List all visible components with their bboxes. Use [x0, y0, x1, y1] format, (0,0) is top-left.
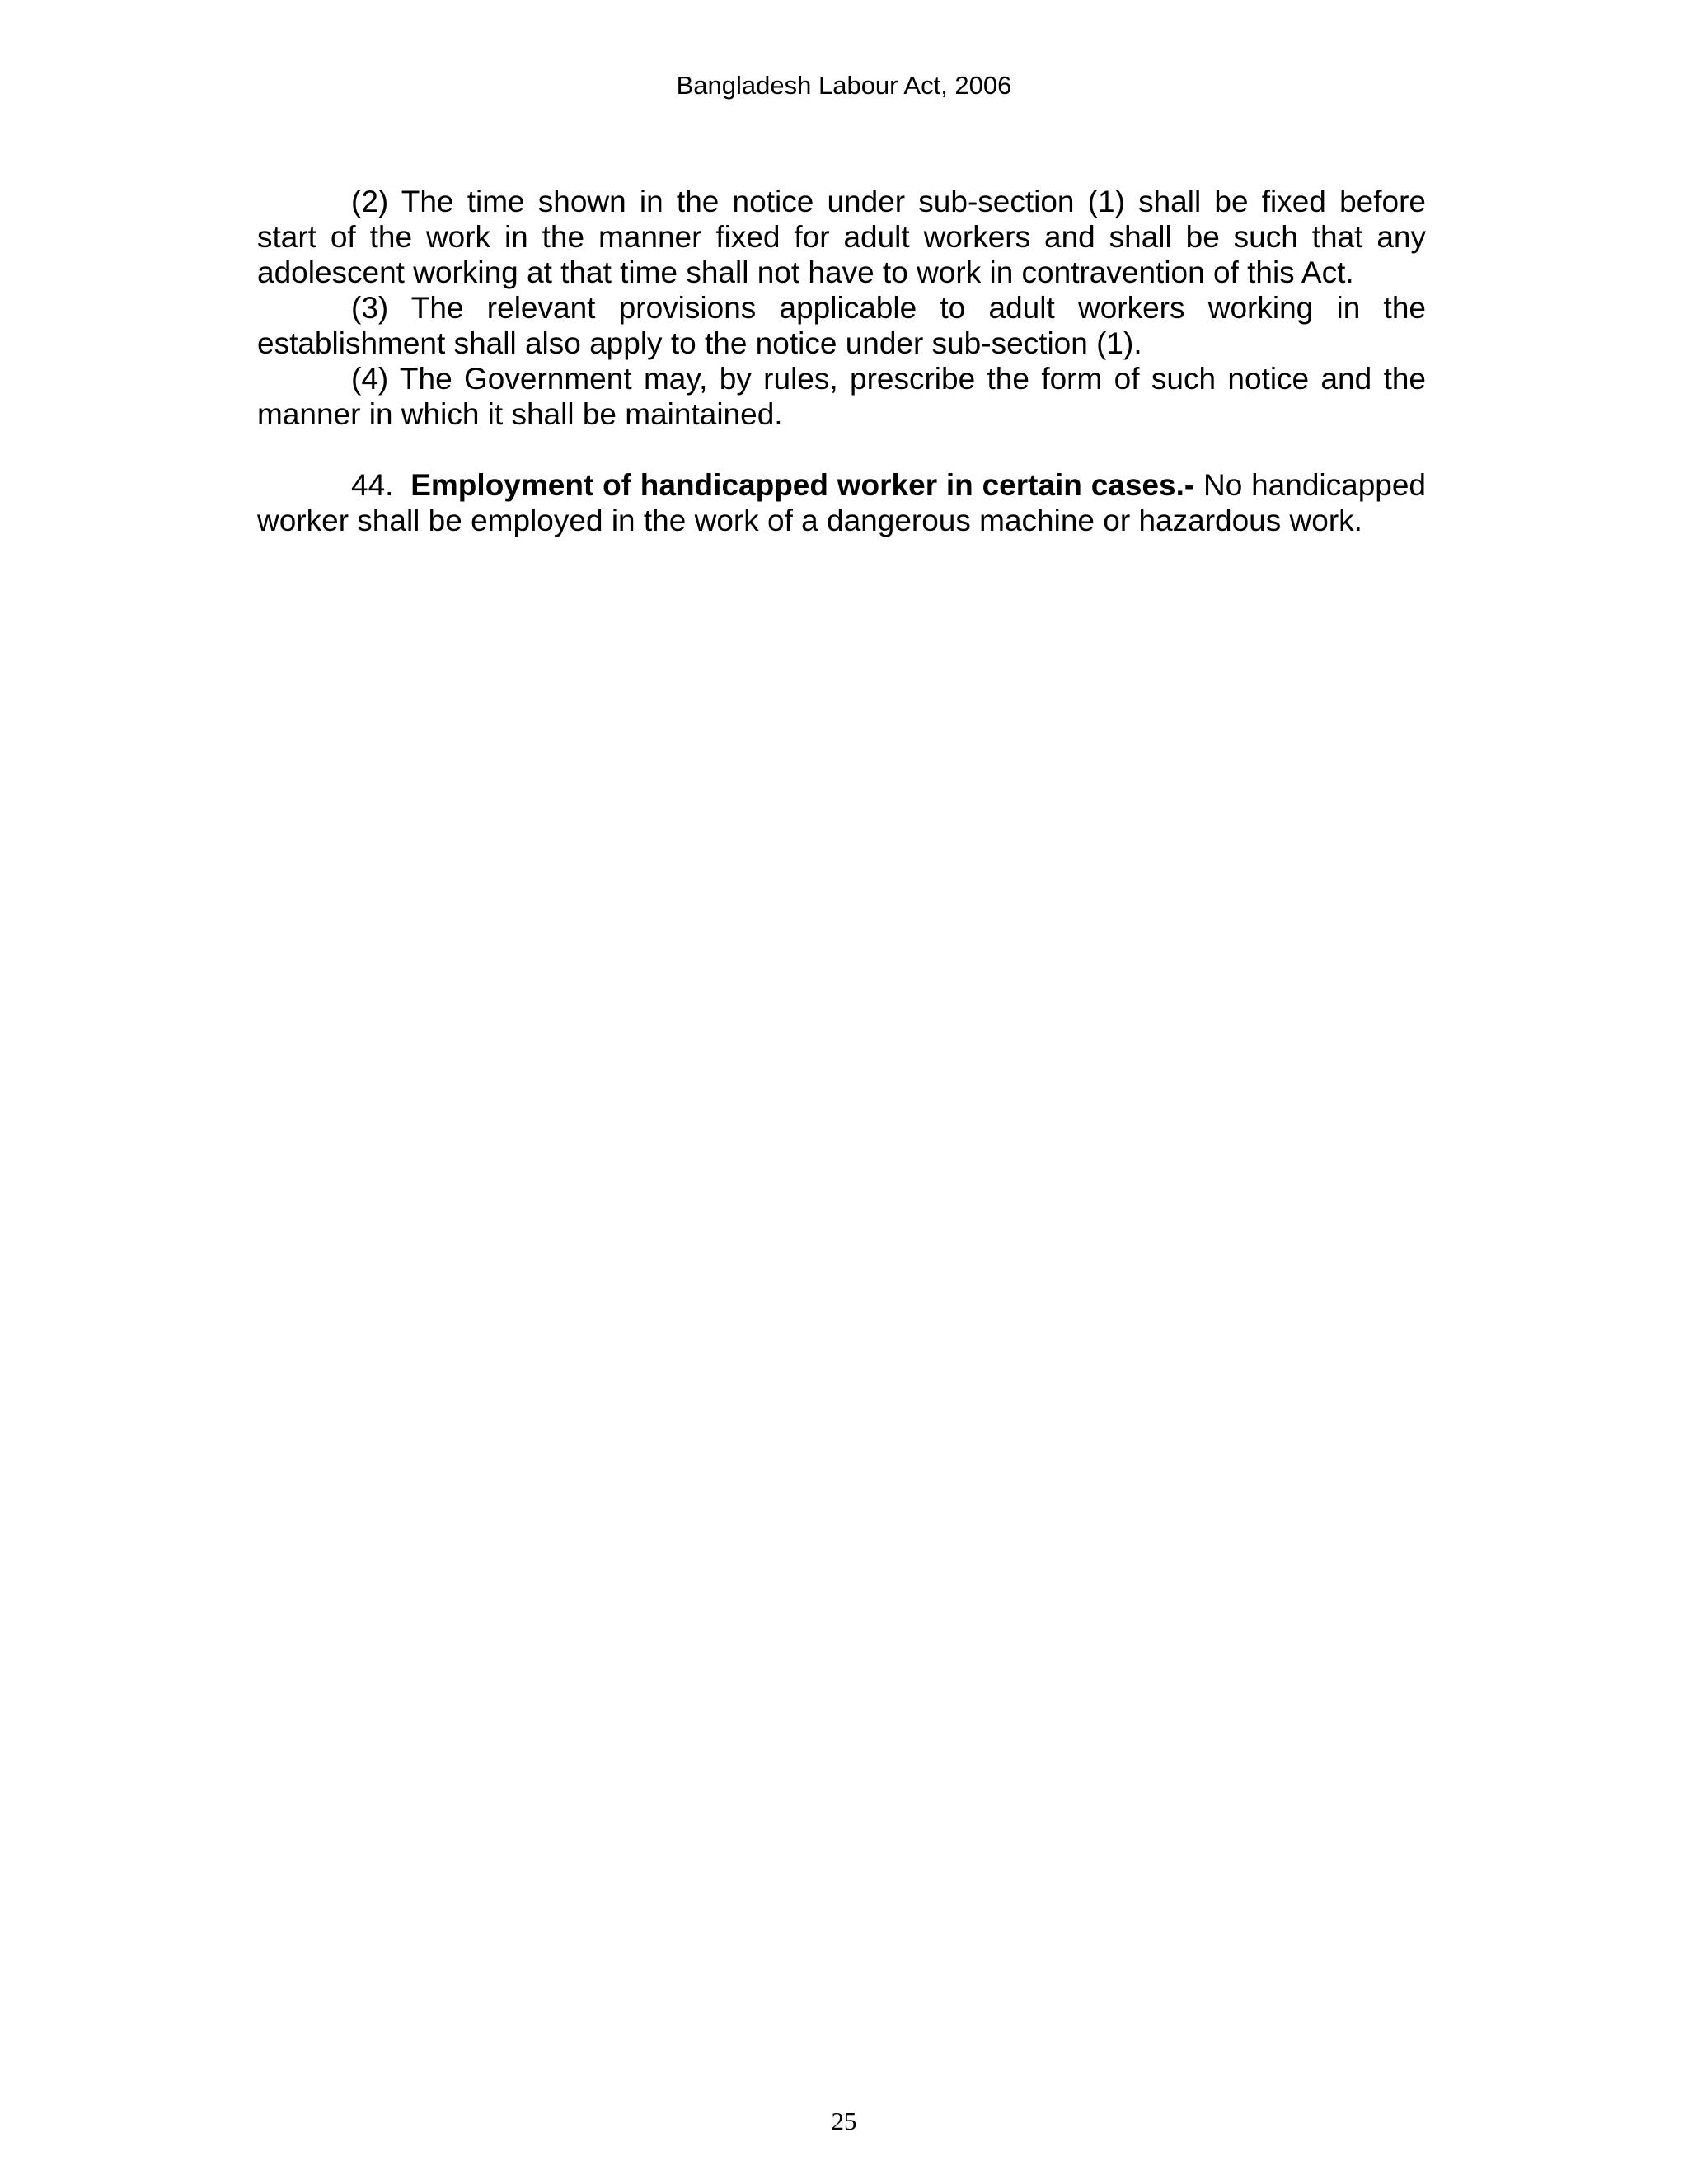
section-body-text: No handicapped worker shall be employed in the work of a dangerous machine or hazardous work.	[257, 468, 1427, 537]
subsection-3-paragraph: (3) The relevant provisions applicable to adult workers working in the establishment shall also apply to the notice under sub-section (1).	[257, 291, 1426, 360]
section-44-paragraph	[257, 467, 1426, 538]
subsection-2-paragraph: (2) The time shown in the notice under sub-section (1) shall be fixed before start of the work in the manner fixed for adult workers and shall be such that any adolescent working at that time shall not have to work in contravention of this Act.	[257, 185, 1426, 289]
running-header: Bangladesh Labour Act, 2006	[676, 71, 1012, 100]
paragraph-spacer	[257, 432, 1426, 467]
page-number: 25	[831, 2107, 857, 2135]
subsection-4-paragraph: (4) The Government may, by rules, prescribe the form of such notice and the manner in which it shall be maintained.	[257, 362, 1426, 431]
section-heading: Employment of handicapped worker in certain cases.-	[410, 468, 1195, 502]
body-text	[257, 184, 1426, 538]
section-number: 44.	[351, 468, 394, 502]
